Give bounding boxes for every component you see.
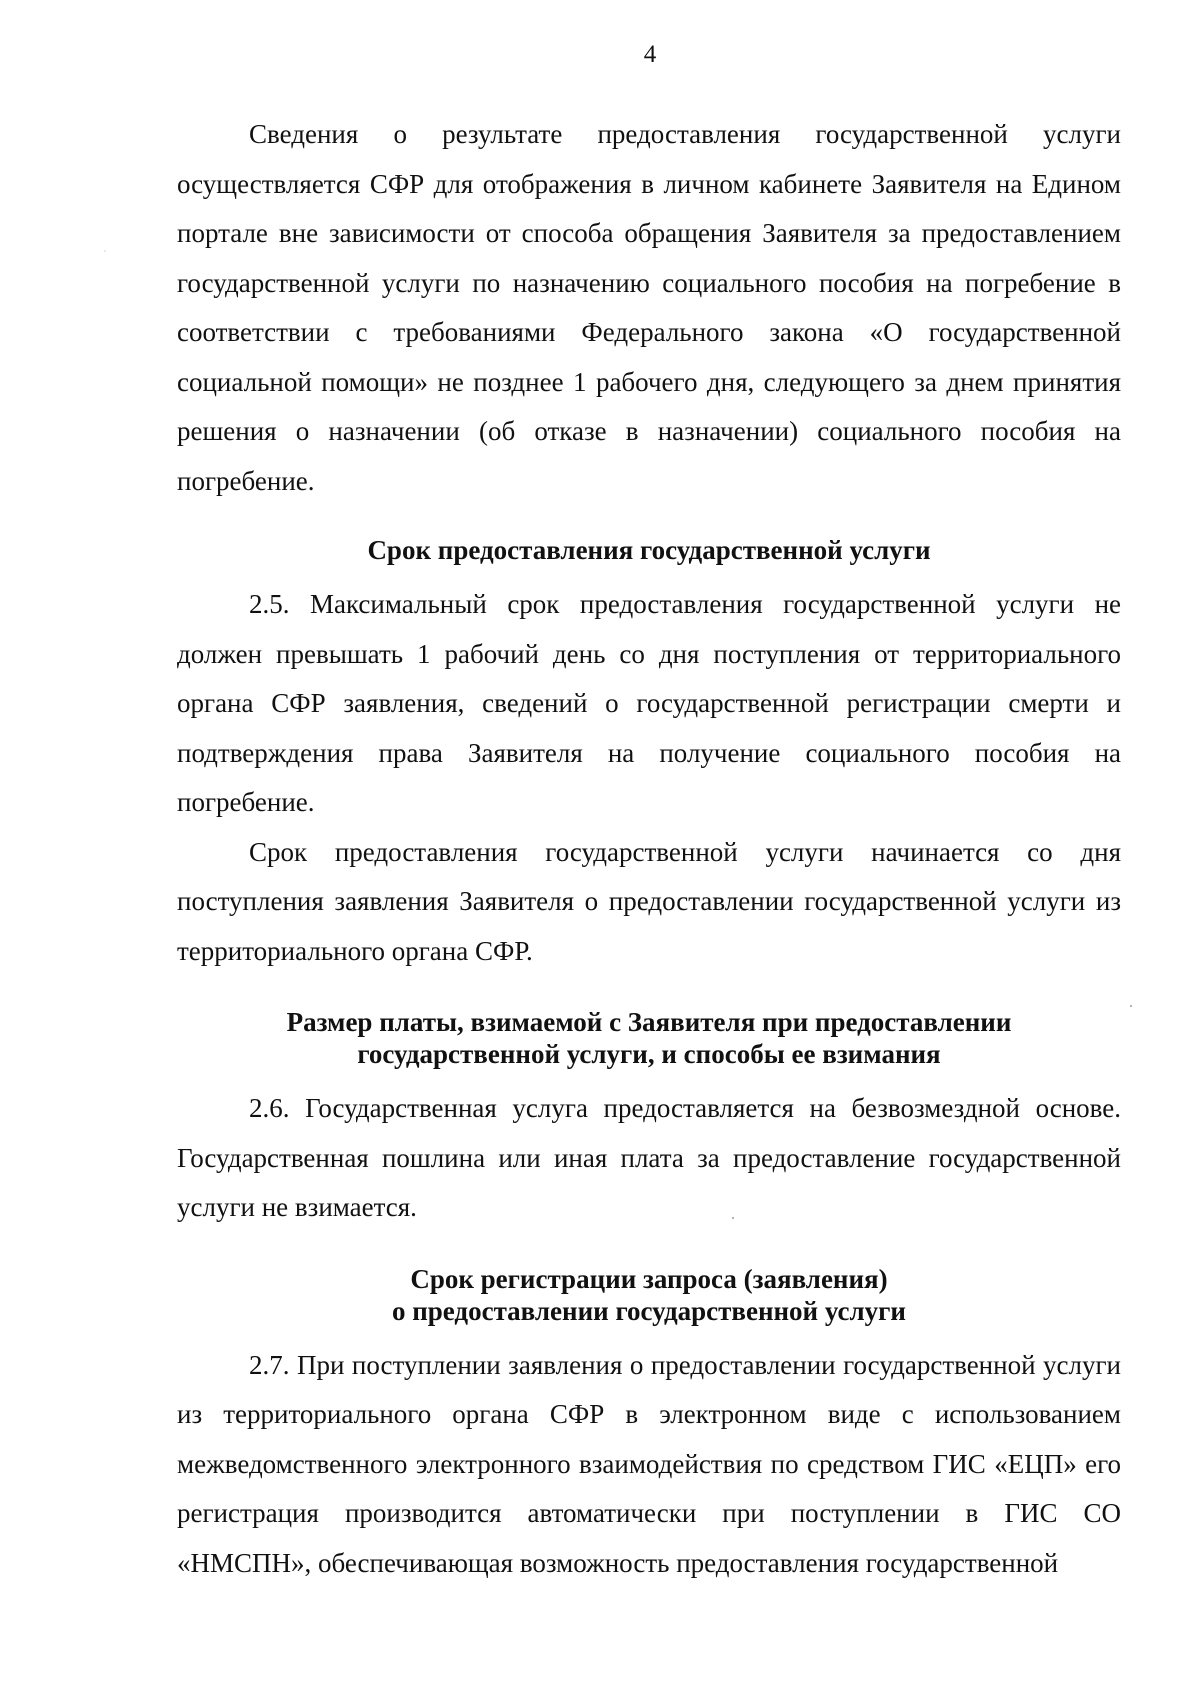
heading-fee-line-1: Размер платы, взимаемой с Заявителя при предоставлении — [286, 1007, 1012, 1037]
paragraph-2-5: 2.5. Максимальный срок предоставления государственной услуги не должен превышать 1 рабочий день со дня поступления от территориального органа СФР заявления, сведений о государственной регистрации смерти и подтверждения права Заявителя на получение социального пособия на погребение. — [177, 589, 1121, 817]
scan-speck — [732, 1217, 734, 1219]
heading-registration — [177, 1263, 1121, 1327]
heading-fee — [177, 1006, 1121, 1070]
scan-speck — [1130, 1005, 1132, 1007]
scan-speck — [104, 250, 106, 252]
document-body — [177, 110, 1121, 1588]
paragraph-2-5-continued: Срок предоставления государственной услуги начинается со дня поступления заявления Заявителя о предоставлении государственной услуги из территориального органа СФР. — [177, 836, 1121, 966]
paragraph-2-7: 2.7. При поступлении заявления о предоставлении государственной услуги из территориального органа СФР в электронном виде с использованием межведомственного электронного взаимодействия по средством ГИС «ЕЦП» его регистрация производится автоматически при поступлении в ГИС СО «НМСПН», обеспечивающая возможность предоставления государственной — [177, 1349, 1121, 1578]
paragraph-2-6: 2.6. Государственная услуга предоставляется на безвозмездной основе. Государственная пошлина или иная плата за предоставление государственной услуги не взимается. — [177, 1093, 1121, 1222]
page-number: 4 — [643, 41, 657, 68]
paragraph-result-info: Сведения о результате предоставления государственной услуги осуществляется СФР для отображения в личном кабинете Заявителя на Едином портале вне зависимости от способа обращения Заявителя за предоставлением государственной услуги по назначению социального пособия на погребение в соответствии с требованиями Федерального закона «О государственной социальной помощи» не позднее 1 рабочего дня, следующего за днем принятия решения о назначении (об отказе в назначении) социального пособия на погребение. — [177, 119, 1121, 496]
heading-service-term: Срок предоставления государственной услуги — [367, 535, 931, 565]
heading-fee-line-2: государственной услуги, и способы ее взимания — [357, 1039, 941, 1069]
heading-registration-line-1: Срок регистрации запроса (заявления) — [410, 1263, 888, 1294]
heading-registration-line-2: о предоставлении государственной услуги — [391, 1295, 906, 1326]
